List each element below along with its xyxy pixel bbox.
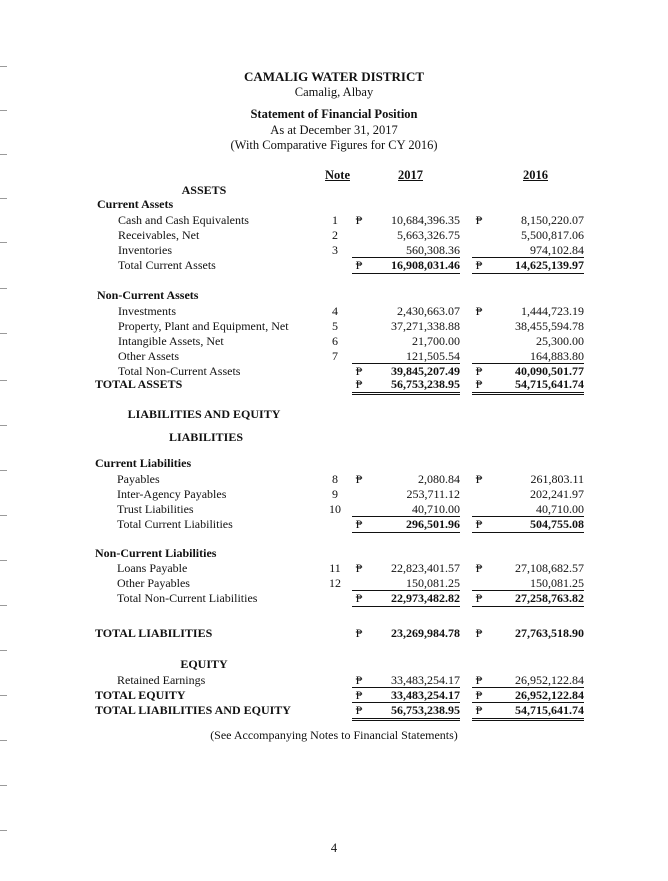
value-2017: 150,081.25 bbox=[406, 576, 460, 590]
section-non-current-assets bbox=[0, 288, 668, 303]
peso-sign: ₱ bbox=[475, 517, 483, 531]
single-underline bbox=[472, 273, 584, 274]
value-2016: 27,258,763.82 bbox=[515, 591, 584, 605]
value-2016: 27,763,518.90 bbox=[515, 626, 584, 640]
row-label: Cash and Cash Equivalents bbox=[118, 213, 249, 227]
table-row bbox=[0, 304, 668, 319]
table-row bbox=[0, 349, 668, 364]
edge-tick bbox=[0, 650, 7, 651]
row-label: Intangible Assets, Net bbox=[118, 334, 224, 348]
equity-heading: EQUITY bbox=[180, 657, 228, 671]
double-underline bbox=[352, 720, 460, 721]
double-underline bbox=[352, 392, 460, 393]
peso-sign: ₱ bbox=[475, 688, 483, 702]
peso-sign: ₱ bbox=[355, 213, 363, 227]
value-2017: 22,973,482.82 bbox=[391, 591, 460, 605]
row-label: Receivables, Net bbox=[118, 228, 200, 242]
peso-sign: ₱ bbox=[475, 673, 483, 687]
row-label: TOTAL LIABILITIES bbox=[95, 626, 213, 640]
peso-sign: ₱ bbox=[355, 591, 363, 605]
org-location: Camalig, Albay bbox=[294, 85, 374, 99]
peso-sign: ₱ bbox=[475, 472, 483, 486]
org-name: CAMALIG WATER DISTRICT bbox=[243, 69, 425, 84]
section-label: Non-Current Assets bbox=[97, 288, 199, 302]
peso-sign: ₱ bbox=[475, 377, 483, 391]
note-column-header: Note bbox=[325, 168, 350, 182]
statement-date: As at December 31, 2017 bbox=[270, 123, 398, 137]
double-underline bbox=[472, 718, 584, 719]
value-2016: 8,150,220.07 bbox=[521, 213, 584, 227]
value-2017: 2,430,663.07 bbox=[397, 304, 460, 318]
row-label: Total Current Assets bbox=[118, 258, 216, 272]
table-row bbox=[0, 502, 668, 517]
row-label: Trust Liabilities bbox=[117, 502, 194, 516]
value-2016: 261,803.11 bbox=[530, 472, 584, 486]
value-2017: 33,483,254.17 bbox=[391, 688, 460, 702]
value-2017: 2,080.84 bbox=[418, 472, 460, 486]
value-2016: 1,444,723.19 bbox=[521, 304, 584, 318]
value-2016: 202,241.97 bbox=[530, 487, 584, 501]
row-note: 5 bbox=[332, 319, 338, 333]
double-underline bbox=[352, 394, 460, 395]
value-2017: 16,908,031.46 bbox=[391, 258, 460, 272]
peso-sign: ₱ bbox=[475, 626, 483, 640]
row-label: Loans Payable bbox=[117, 561, 188, 575]
liabilities-equity-heading: LIABILITIES AND EQUITY bbox=[127, 407, 281, 421]
value-2017: 39,845,207.49 bbox=[391, 364, 460, 378]
value-2016: 54,715,641.74 bbox=[515, 703, 584, 717]
peso-sign: ₱ bbox=[355, 673, 363, 687]
section-label: Non-Current Liabilities bbox=[95, 546, 217, 560]
value-2017: 40,710.00 bbox=[412, 502, 460, 516]
table-row bbox=[0, 487, 668, 502]
edge-tick bbox=[0, 154, 7, 155]
row-note: 11 bbox=[329, 561, 341, 575]
single-underline bbox=[352, 532, 460, 533]
row-label: Other Payables bbox=[117, 576, 190, 590]
peso-sign: ₱ bbox=[475, 703, 483, 717]
single-underline bbox=[472, 532, 584, 533]
peso-sign: ₱ bbox=[355, 364, 363, 378]
row-label: TOTAL ASSETS bbox=[95, 377, 183, 391]
value-2017: 37,271,338.88 bbox=[391, 319, 460, 333]
table-row-total bbox=[0, 517, 668, 532]
double-underline bbox=[472, 392, 584, 393]
value-2017: 5,663,326.75 bbox=[397, 228, 460, 242]
table-row-total bbox=[0, 591, 668, 606]
row-label: Total Current Liabilities bbox=[117, 517, 233, 531]
row-note: 8 bbox=[332, 472, 338, 486]
peso-sign: ₱ bbox=[355, 258, 363, 272]
edge-tick bbox=[0, 425, 7, 426]
statement-comparative: (With Comparative Figures for CY 2016) bbox=[230, 138, 438, 152]
double-underline bbox=[352, 718, 460, 719]
row-label: Other Assets bbox=[118, 349, 179, 363]
section-label: Current Assets bbox=[97, 197, 174, 211]
value-2016: 5,500,817.06 bbox=[521, 228, 584, 242]
table-row bbox=[0, 319, 668, 334]
table-row bbox=[0, 561, 668, 576]
edge-tick bbox=[0, 66, 7, 67]
page-number: 4 bbox=[330, 841, 338, 855]
row-note: 2 bbox=[332, 228, 338, 242]
peso-sign: ₱ bbox=[475, 213, 483, 227]
table-row-grand-total bbox=[0, 377, 668, 392]
value-2017: 22,823,401.57 bbox=[391, 561, 460, 575]
value-2017: 296,501.96 bbox=[406, 517, 460, 531]
section-label: Current Liabilities bbox=[95, 456, 192, 470]
single-underline bbox=[472, 606, 584, 607]
table-row bbox=[0, 576, 668, 591]
peso-sign: ₱ bbox=[355, 561, 363, 575]
peso-sign: ₱ bbox=[475, 364, 483, 378]
double-underline bbox=[472, 720, 584, 721]
value-2016: 504,755.08 bbox=[530, 517, 584, 531]
row-label: Payables bbox=[117, 472, 160, 486]
row-note: 6 bbox=[332, 334, 338, 348]
peso-sign: ₱ bbox=[355, 703, 363, 717]
single-underline bbox=[352, 273, 460, 274]
edge-tick bbox=[0, 830, 7, 831]
peso-sign: ₱ bbox=[355, 626, 363, 640]
statement-title: Statement of Financial Position bbox=[250, 107, 418, 121]
row-label: TOTAL EQUITY bbox=[95, 688, 186, 702]
value-2016: 38,455,594.78 bbox=[515, 319, 584, 333]
row-label: Investments bbox=[118, 304, 176, 318]
peso-sign: ₱ bbox=[355, 377, 363, 391]
row-label: Inventories bbox=[118, 243, 172, 257]
table-row-grand-total bbox=[0, 626, 668, 641]
value-2016: 26,952,122.84 bbox=[515, 673, 584, 687]
peso-sign: ₱ bbox=[475, 561, 483, 575]
peso-sign: ₱ bbox=[355, 688, 363, 702]
row-label: Total Non-Current Liabilities bbox=[117, 591, 258, 605]
peso-sign: ₱ bbox=[355, 517, 363, 531]
value-2017: 56,753,238.95 bbox=[391, 377, 460, 391]
value-2017: 560,308.36 bbox=[406, 243, 460, 257]
table-row-grand-total bbox=[0, 703, 668, 718]
row-note: 7 bbox=[332, 349, 338, 363]
row-note: 1 bbox=[332, 213, 338, 227]
liabilities-heading: LIABILITIES bbox=[168, 430, 244, 444]
value-2017: 121,505.54 bbox=[406, 349, 460, 363]
value-2016: 164,883.80 bbox=[530, 349, 584, 363]
table-row bbox=[0, 243, 668, 258]
row-note: 3 bbox=[332, 243, 338, 257]
value-2017: 33,483,254.17 bbox=[391, 673, 460, 687]
value-2016: 26,952,122.84 bbox=[515, 688, 584, 702]
column-headers bbox=[0, 168, 668, 184]
table-row bbox=[0, 472, 668, 487]
value-2016: 40,710.00 bbox=[536, 502, 584, 516]
row-note: 10 bbox=[329, 502, 341, 516]
single-underline bbox=[352, 606, 460, 607]
value-2017: 21,700.00 bbox=[412, 334, 460, 348]
peso-sign: ₱ bbox=[475, 591, 483, 605]
value-2017: 23,269,984.78 bbox=[391, 626, 460, 640]
value-2016: 25,300.00 bbox=[536, 334, 584, 348]
row-label: Total Non-Current Assets bbox=[118, 364, 241, 378]
peso-sign: ₱ bbox=[475, 258, 483, 272]
value-2016: 54,715,641.74 bbox=[515, 377, 584, 391]
value-2017: 56,753,238.95 bbox=[391, 703, 460, 717]
table-row-total bbox=[0, 688, 668, 703]
value-2016: 974,102.84 bbox=[530, 243, 584, 257]
assets-heading: ASSETS bbox=[181, 183, 227, 197]
notes-reference: (See Accompanying Notes to Financial Statements) bbox=[210, 728, 458, 742]
row-note: 4 bbox=[332, 304, 338, 318]
value-2016: 14,625,139.97 bbox=[515, 258, 584, 272]
year-2017-column-header: 2017 bbox=[398, 168, 423, 182]
row-label: TOTAL LIABILITIES AND EQUITY bbox=[95, 703, 291, 717]
peso-sign: ₱ bbox=[355, 472, 363, 486]
table-row bbox=[0, 213, 668, 228]
edge-tick bbox=[0, 785, 7, 786]
peso-sign: ₱ bbox=[475, 304, 483, 318]
section-current-liabilities bbox=[0, 456, 668, 471]
value-2016: 40,090,501.77 bbox=[515, 364, 584, 378]
value-2017: 253,711.12 bbox=[406, 487, 460, 501]
row-label: Retained Earnings bbox=[117, 673, 206, 687]
double-underline bbox=[472, 394, 584, 395]
row-note: 12 bbox=[329, 576, 341, 590]
value-2017: 10,684,396.35 bbox=[391, 213, 460, 227]
row-label: Property, Plant and Equipment, Net bbox=[118, 319, 289, 333]
table-row bbox=[0, 334, 668, 349]
table-row-total bbox=[0, 258, 668, 273]
table-row bbox=[0, 673, 668, 688]
value-2016: 150,081.25 bbox=[530, 576, 584, 590]
year-2016-column-header: 2016 bbox=[523, 168, 548, 182]
section-non-current-liabilities bbox=[0, 546, 668, 561]
row-note: 9 bbox=[332, 487, 338, 501]
row-label: Inter-Agency Payables bbox=[117, 487, 227, 501]
value-2016: 27,108,682.57 bbox=[515, 561, 584, 575]
section-current-assets bbox=[0, 197, 668, 212]
table-row bbox=[0, 228, 668, 243]
